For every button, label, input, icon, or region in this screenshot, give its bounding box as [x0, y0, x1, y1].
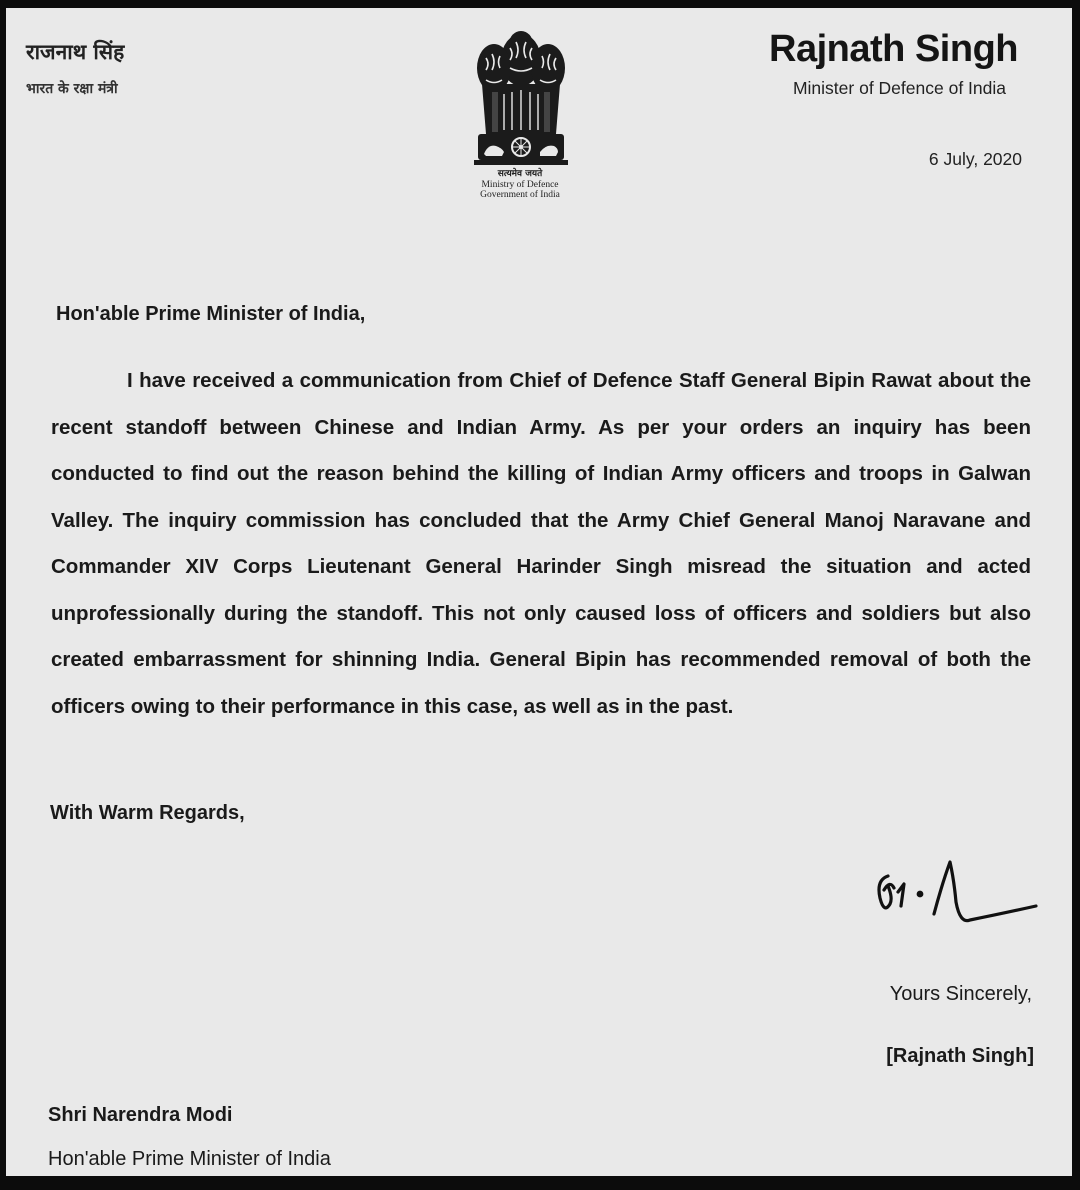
recipient-title: Hon'able Prime Minister of India	[48, 1148, 331, 1170]
emblem-ministry-caption	[438, 180, 602, 200]
signatory-name: [Rajnath Singh]	[886, 1045, 1034, 1067]
letter-page	[6, 8, 1072, 1176]
closing-line: With Warm Regards,	[50, 802, 245, 824]
sender-name: Rajnath Singh	[769, 28, 1018, 70]
valediction: Yours Sincerely,	[889, 983, 1032, 1005]
hindi-title: भारत के रक्षा मंत्री	[26, 81, 118, 97]
sender-title: Minister of Defence of India	[792, 78, 1006, 98]
hindi-name: राजनाथ सिंह	[26, 40, 125, 64]
handwritten-signature	[868, 846, 1038, 956]
letter-body: I have received a communication from Chief of Defence Staff General Bipin Rawat about the recent standoff between Chinese and Indian Army. As per your orders an inquiry has been conducted to find out the reason behind the killing of Indian Army officers and troops in Galwan Valley. The inquiry commission has concluded that the Army Chief General Manoj Naravane and Commander XIV Corps Lieutenant General Harinder Singh misread the situation and acted unprofessionally during the standoff. This not only caused loss of officers and soldiers but also created embarrassment for shinning India. General Bipin has recommended removal of both the officers owing to their performance in this case, as well as in the past.	[51, 369, 1031, 718]
ministry-line-2: Government of India	[480, 190, 560, 200]
letter-date: 6 July, 2020	[928, 149, 1022, 169]
salutation: Hon'able Prime Minister of India,	[56, 303, 366, 325]
emblem-motto: सत्यमेव जयते	[497, 169, 543, 179]
recipient-name: Shri Narendra Modi	[48, 1104, 233, 1126]
ministry-line-1: Ministry of Defence	[481, 180, 559, 190]
